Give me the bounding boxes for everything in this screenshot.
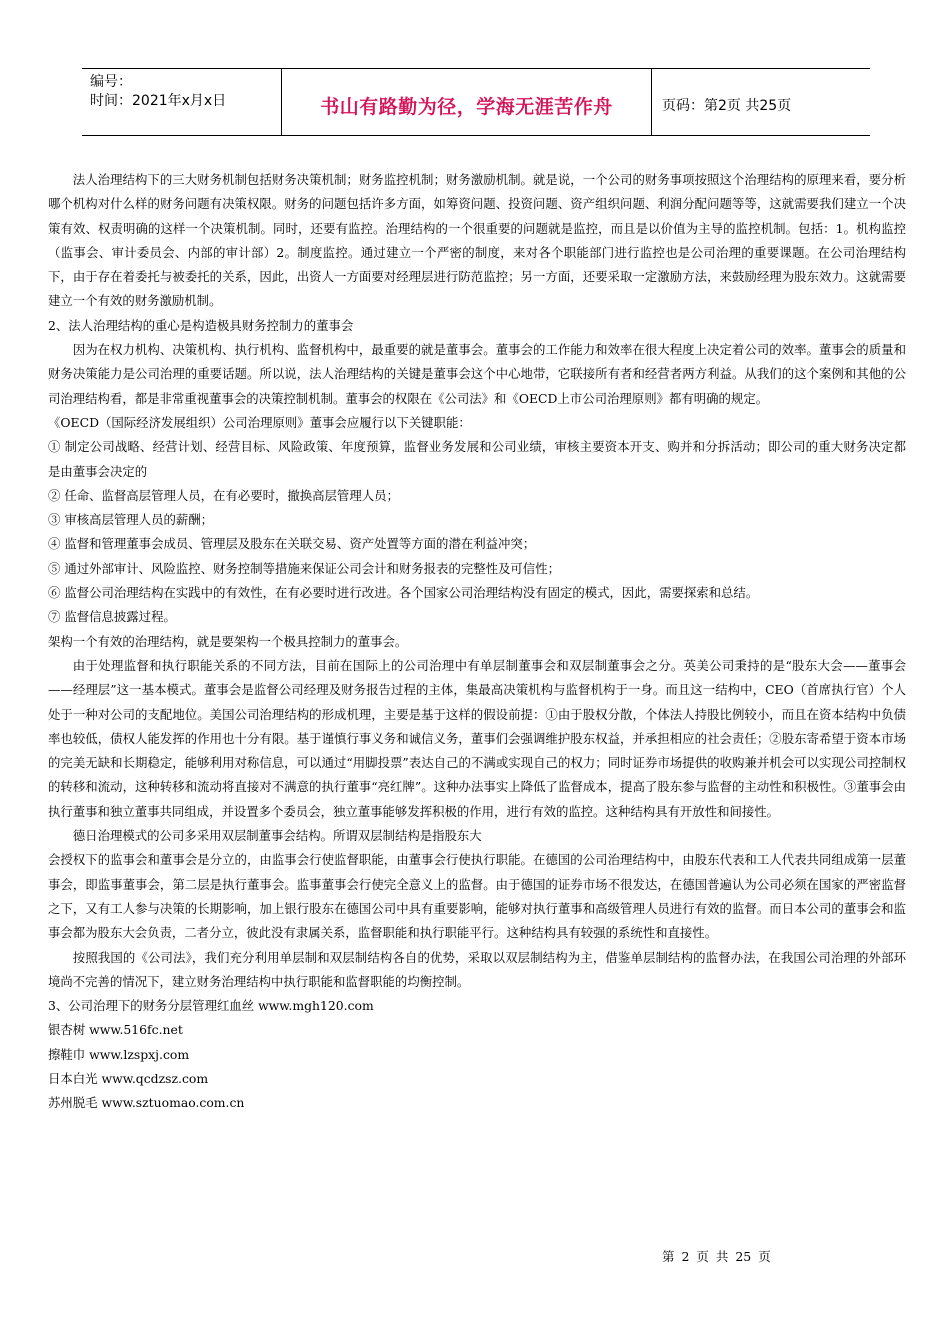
paragraph: 按照我国的《公司法》，我们充分利用单层制和双层制结构各自的优势，采取以双层制结构为主，借鉴单层制结构的监督办法，在我国公司治理的外部环境尚不完善的情况下，建立财务治理结构中执行职能和监督职能的均衡控制。 [48,949,906,989]
page-footer [662,1247,771,1265]
header-motto-cell [282,69,652,135]
list-item: ④ 监督和管理董事会成员、管理层及股东在关联交易、资产处置等方面的潜在利益冲突； [48,536,536,552]
section-heading: 2、法人治理结构的重心是构造极具财务控制力的董事会 [48,317,354,333]
number-label: 编号： [90,74,132,90]
paragraph: 架构一个有效的治理结构，就是要架构一个极具控制力的董事会。 [48,633,408,649]
date-label: 时间：2021年x月x日 [90,93,227,109]
paragraph: 法人治理结构下的三大财务机制包括财务决策机制；财务监控机制；财务激励机制。就是说，一个公司的财务事项按照这个治理结构的原理来看，要分析哪个机构对什么样的财务问题有决策权限。财务的问题包括许多方面，如筹资问题、投资问题、资产组织问题、利润分配问题等等，这就需要我们建立一个决策有效、权责明确的这样一个决策机制。同时，还要有监控。治理结构的一个很重要的问题就是监控，而且是以价值为主导的监控机制。包括：1。机构监控（监事会、审计委员会、内部的审计部）2。制度监控。通过建立一个严密的制度，来对各个职能部门进行监控也是公司治理的重要课题。在公司治理结构下，由于存在着委托与被委托的关系，因此，出资人一方面要对经理层进行防范监控；另一方面，还要采取一定激励方法，来鼓励经理为股东效力。这就需要建立一个有效的财务激励机制。 [48,172,906,309]
footer-page-number: 第 2 页 共 25 页 [662,1249,771,1264]
document-body [48,168,906,1116]
list-item: ③ 审核高层管理人员的薪酬； [48,512,214,528]
paragraph: 《OECD（国际经济发展组织）公司治理原则》董事会应履行以下关键职能： [48,414,471,430]
paragraph: 会授权下的监事会和董事会是分立的，由监事会行使监督职能，由董事会行使执行职能。在德国的公司治理结构中，由股东代表和工人代表共同组成第一层董事会，即监事董事会，第二层是执行董事会。监事董事会行使完全意义上的监督。由于德国的证券市场不很发达，在德国普遍认为公司必须在国家的严密监督之下，又有工人参与决策的长期影响，加上银行股东在德国公司中具有重要影响，能够对执行董事和高级管理人员进行有效的监督。而日本公司的董事会和监事会都为股东大会负责，二者分立，彼此没有隶属关系，监督职能和执行职能平行。这种结构具有较强的系统性和直接性。 [48,852,906,941]
list-item: ① 制定公司战略、经营计划、经营目标、风险政策、年度预算，监督业务发展和公司业绩，审核主要资本开支、购并和分拆活动；即公司的重大财务决定都是由董事会决定的 [48,439,906,479]
motto-text: 书山有路勤为径，学海无涯苦作舟 [320,95,613,118]
link-line: 苏州脱毛 www.sztuomao.com.cn [48,1095,245,1111]
link-line: 日本白光 www.qcdzsz.com [48,1070,209,1086]
paragraph: 由于处理监督和执行职能关系的不同方法，目前在国际上的公司治理中有单层制董事会和双层制董事会之分。英美公司秉持的是“股东大会——董事会——经理层”这一基本模式。董事会是监督公司经理及财务报告过程的主体，集最高决策机构与监督机构于一身。而且这一结构中，CEO（首席执行官）个人处于一种对公司的支配地位。美国公司治理结构的形成机理，主要是基于这样的假设前提：①由于股权分散，个体法人持股比例较小，而且在资本结构中负债率也较低，债权人能发挥的作用也十分有限。基于谨慎行事义务和诚信义务，董事们会强调维护股东权益，并承担相应的社会责任；②股东寄希望于资本市场的完美无缺和长期稳定，能够利用对称信息，可以通过“用脚投票”表达自己的不满或实现自己的权力；同时证券市场提供的收购兼并机会可以实现公司控制权的转移和流动，这种转移和流动将直接对不满意的执行董事“亮红牌”。这种办法事实上降低了监督成本，提高了股东参与监督的主动性和积极性。③董事会由执行董事和独立董事共同组成，并设置多个委员会，独立董事能够发挥积极的作用，进行有效的监控。这种结构具有开放性和间接性。 [48,657,906,819]
list-item: ⑤ 通过外部审计、风险监控、财务控制等措施来保证公司会计和财务报表的完整性及可信性； [48,560,560,576]
header-page-cell [652,69,870,135]
document-header [82,68,870,136]
paragraph: 德日治理模式的公司多采用双层制董事会结构。所谓双层制结构是指股东大 [72,828,482,844]
link-line: 银杏树 www.516fc.net [48,1022,183,1038]
list-item: ⑦ 监督信息披露过程。 [48,609,176,625]
section-heading: 3、公司治理下的财务分层管理红血丝 www.mgh120.com [48,998,374,1014]
list-item: ② 任命、监督高层管理人员，在有必要时，撤换高层管理人员； [48,487,399,503]
header-meta [82,69,282,135]
paragraph: 因为在权力机构、决策机构、执行机构、监督机构中，最重要的就是董事会。董事会的工作能力和效率在很大程度上决定着公司的效率。董事会的质量和财务决策能力是公司治理的重要话题。所以说，法人治理结构的关键是董事会这个中心地带，它联接所有者和经营者两方利益。从我们的这个案例和其他的公司治理结构看，都是非常重视董事会的决策控制机制。董事会的权限在《公司法》和《OECD上市公司治理原则》都有明确的规定。 [48,342,906,406]
page-info: 页码：第2页 共25页 [662,98,792,114]
link-line: 擦鞋巾 www.lzspxj.com [48,1046,190,1062]
list-item: ⑥ 监督公司治理结构在实践中的有效性，在有必要时进行改进。各个国家公司治理结构没有固定的模式，因此，需要探索和总结。 [48,585,759,601]
